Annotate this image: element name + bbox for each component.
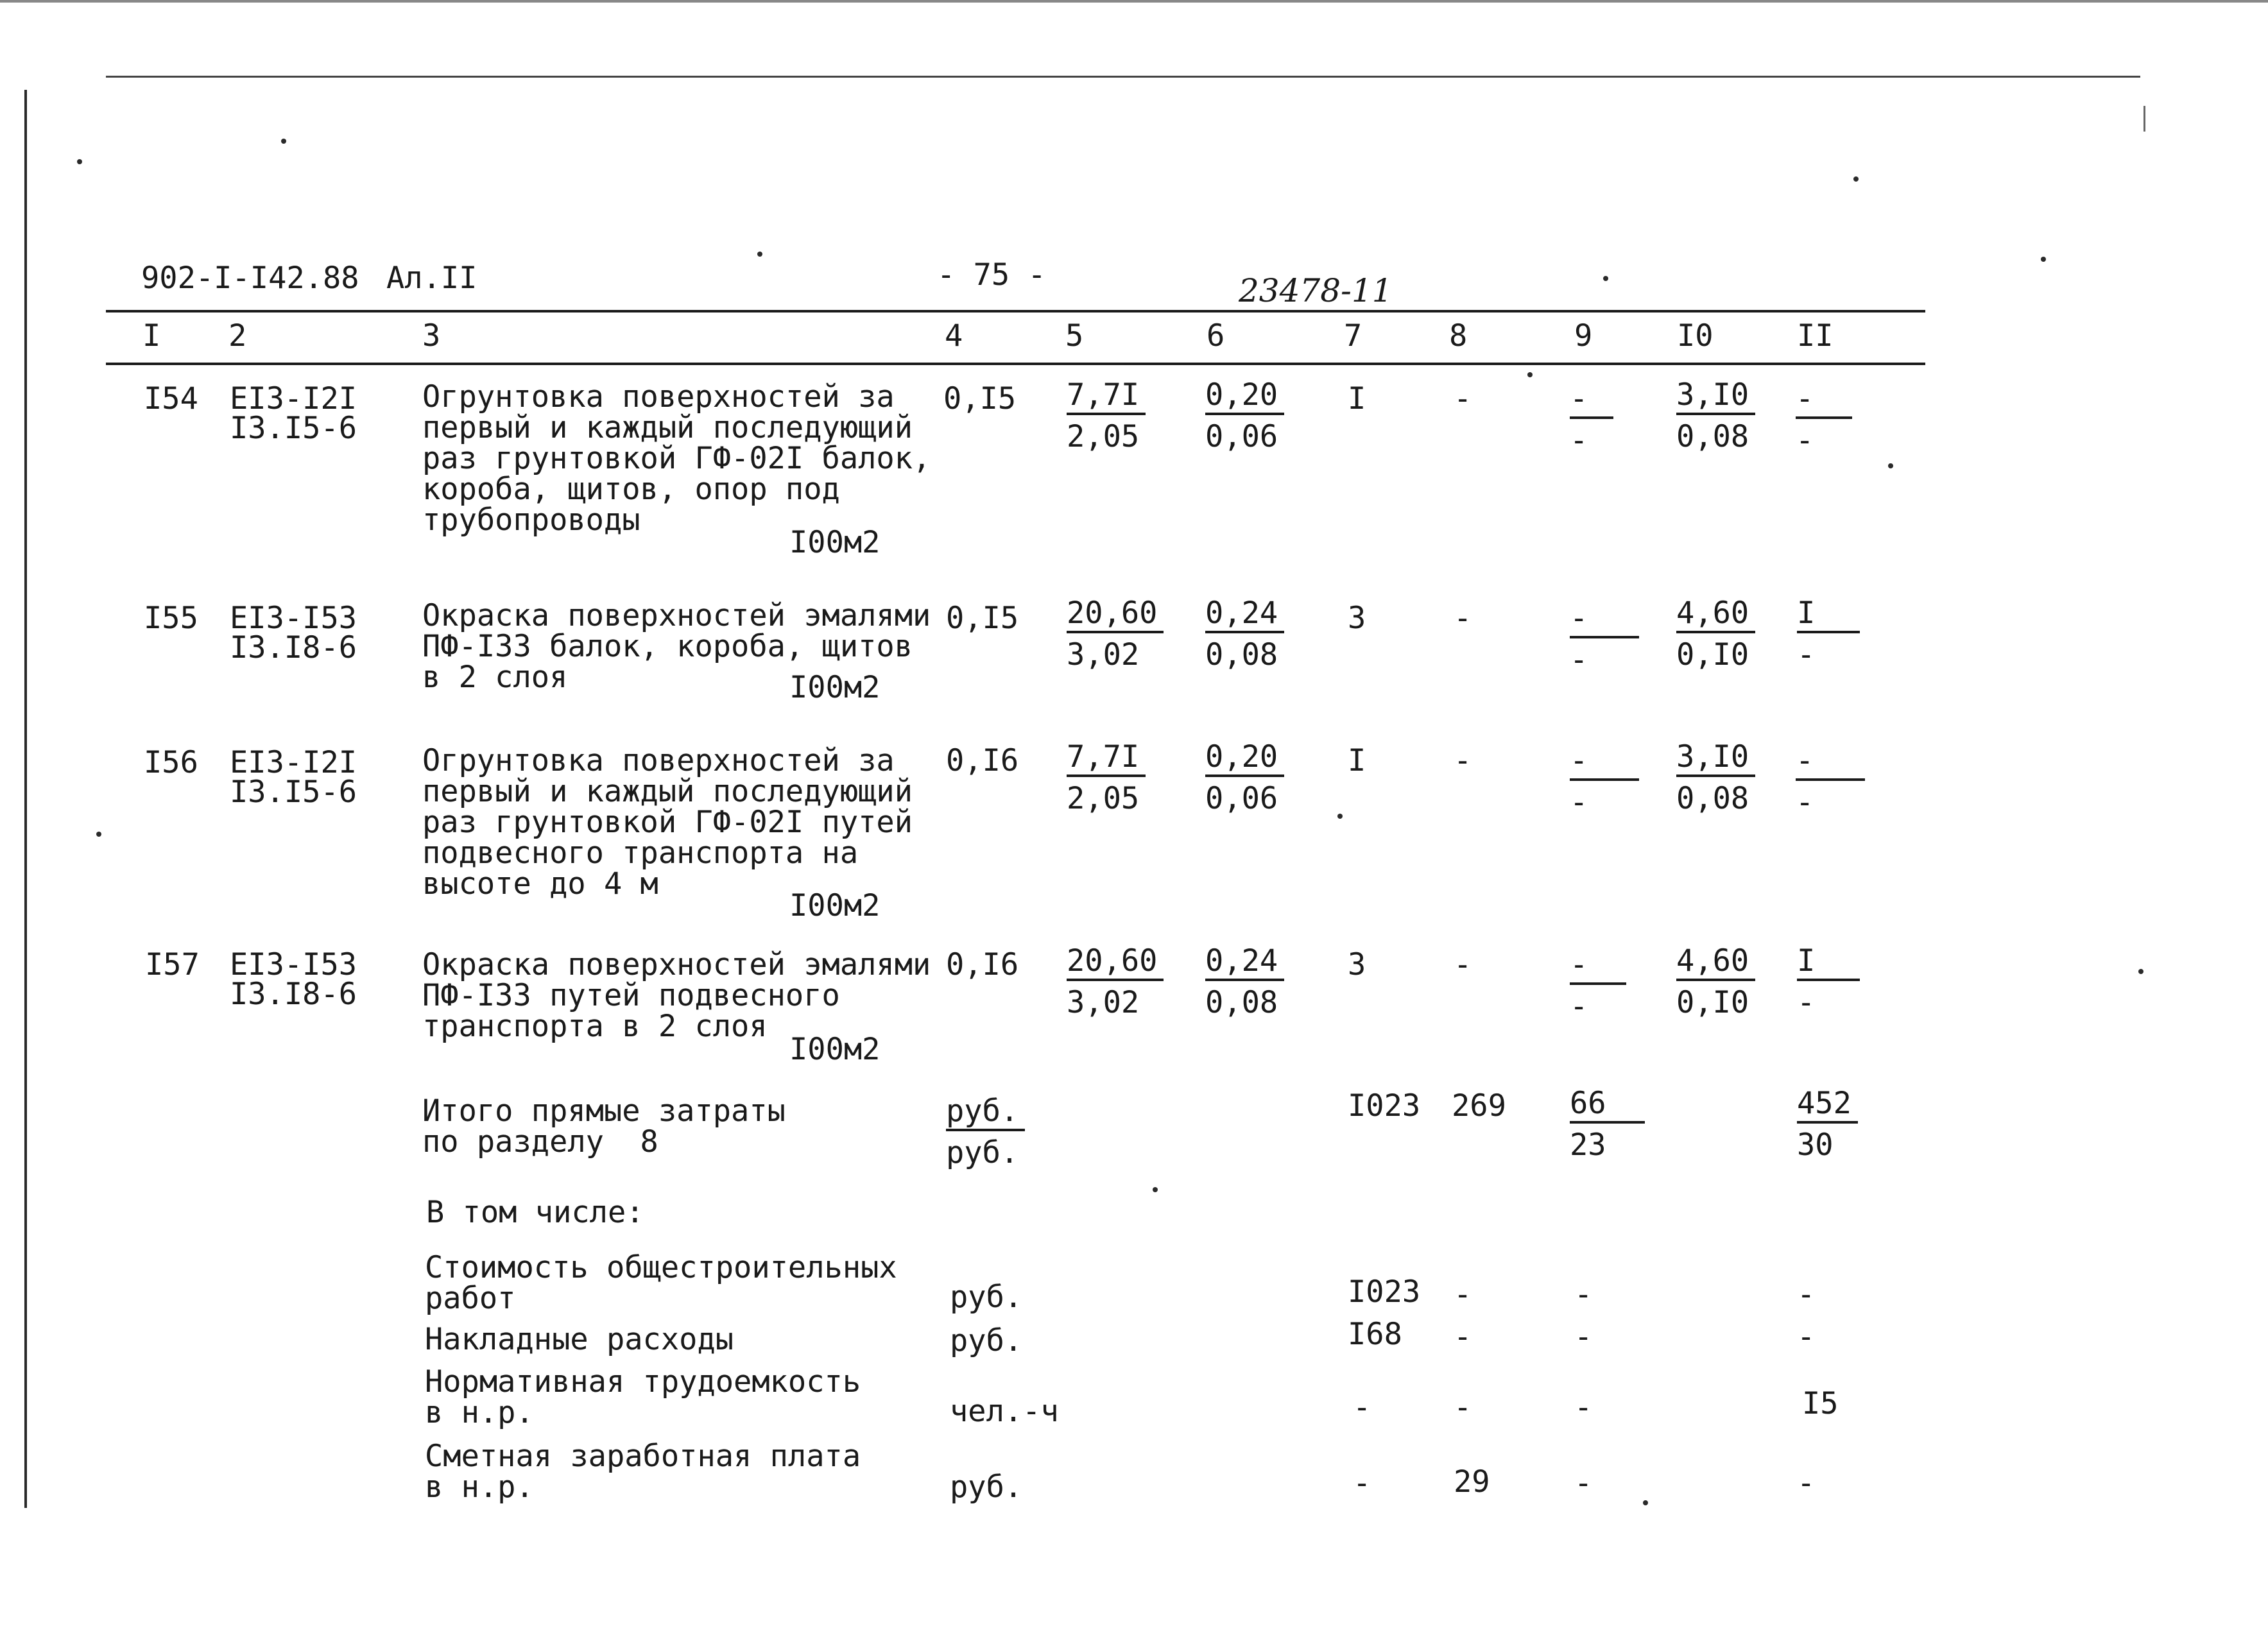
row-col11-top: - <box>1796 384 1852 419</box>
row-col11-fraction <box>1797 595 1860 672</box>
row-number: I56 <box>144 745 198 780</box>
summary-label: Стоимость общестроительных работ <box>425 1250 897 1316</box>
summary-unit: руб. <box>950 1279 1023 1315</box>
scan-speck <box>96 832 101 837</box>
scan-speck <box>77 159 82 164</box>
row-col7: I <box>1348 381 1366 416</box>
row-unit: I00м2 <box>789 525 881 560</box>
row-col10-bottom: 0,I0 <box>1676 985 1749 1020</box>
row-code-line-2: I3.I8-6 <box>230 630 357 665</box>
row-col5-bottom: 2,05 <box>1067 781 1140 816</box>
row-description: Огрунтовка поверхностей за первый и каждый последующий раз грунтовкой ГФ-02I балок, короба, щитов, опор под трубопроводы <box>422 379 931 538</box>
summary-col11: - <box>1797 1466 1816 1501</box>
row-col10-bottom: 0,08 <box>1676 781 1749 816</box>
page-number: - 75 - <box>937 257 1046 293</box>
row-col11-top: - <box>1796 746 1865 781</box>
summary-col7: I68 <box>1348 1317 1402 1352</box>
row-number: I57 <box>145 947 200 982</box>
row-number: I55 <box>144 601 198 636</box>
scan-speck <box>1643 1500 1648 1505</box>
summary-col8: 29 <box>1454 1464 1490 1500</box>
row-quantity: 0,I5 <box>943 381 1017 416</box>
summary-col7: - <box>1353 1466 1371 1501</box>
row-unit: I00м2 <box>789 1032 881 1067</box>
row-col11-top: I <box>1797 598 1860 633</box>
row-col8: - <box>1454 743 1472 778</box>
scan-speck <box>1527 372 1533 377</box>
column-header-4: 4 <box>945 318 963 354</box>
scan-speck <box>1853 176 1859 182</box>
row-col6-bottom: 0,08 <box>1205 985 1278 1020</box>
row-col5-fraction <box>1067 943 1164 1020</box>
row-col7: 3 <box>1348 601 1366 636</box>
row-col9-top: - <box>1570 603 1639 638</box>
row-col9-bottom: - <box>1570 423 1588 458</box>
row-code-line-2: I3.I5-6 <box>230 774 357 810</box>
total-col11-top: 452 <box>1797 1088 1858 1124</box>
total-col7: I023 <box>1348 1088 1421 1124</box>
column-header-1: I <box>142 318 161 354</box>
row-col9-fraction <box>1570 381 1613 458</box>
column-header-9: 9 <box>1574 318 1593 354</box>
row-col10-top: 4,60 <box>1676 946 1755 981</box>
handwritten-number: 23478-11 <box>1239 272 1393 309</box>
row-description: Окраска поверхностей эмалями ПФ-I33 балок, короба, щитов в 2 слоя <box>422 598 931 695</box>
row-col9-top: - <box>1570 746 1639 781</box>
scan-speck <box>1888 463 1893 468</box>
row-col10-fraction <box>1676 739 1755 816</box>
row-col11-bottom: - <box>1796 423 1814 458</box>
row-col11-fraction <box>1796 381 1852 458</box>
row-col10-top: 4,60 <box>1676 598 1755 633</box>
scan-speck <box>281 139 286 144</box>
scan-speck <box>2041 257 2046 262</box>
total-col9-bottom: 23 <box>1570 1127 1606 1163</box>
column-header-3: 3 <box>422 318 441 354</box>
row-col6-fraction <box>1205 595 1284 672</box>
row-col11-fraction <box>1796 743 1865 820</box>
summary-label: Сметная заработная плата в н.р. <box>425 1439 861 1505</box>
row-col10-bottom: 0,I0 <box>1676 637 1749 672</box>
row-col10-top: 3,I0 <box>1676 380 1755 415</box>
row-col5-top: 7,7I <box>1067 742 1146 777</box>
summary-unit: руб. <box>950 1469 1023 1505</box>
column-header-11: II <box>1797 318 1834 354</box>
summary-col11: - <box>1797 1277 1816 1312</box>
row-code-line-1: EI3-I2I <box>230 745 357 780</box>
summary-col8: - <box>1454 1319 1472 1355</box>
scan-top-border <box>0 0 2268 3</box>
row-col9-bottom: - <box>1570 785 1588 820</box>
row-col11-bottom: - <box>1797 637 1816 672</box>
summary-col9: - <box>1574 1466 1593 1501</box>
summary-label: Накладные расходы <box>425 1322 734 1357</box>
scan-speck <box>2138 969 2143 974</box>
row-description: Окраска поверхностей эмалями ПФ-I33 путей подвесного транспорта в 2 слоя <box>422 947 931 1044</box>
row-code-line-1: EI3-I2I <box>230 381 357 416</box>
row-col9-fraction <box>1570 743 1639 820</box>
total-col9-top: 66 <box>1570 1088 1645 1124</box>
row-col6-top: 0,20 <box>1205 742 1284 777</box>
summary-unit: руб. <box>950 1323 1023 1358</box>
summary-col9: - <box>1574 1390 1593 1425</box>
row-col10-fraction <box>1676 943 1755 1020</box>
summary-col7: I023 <box>1348 1274 1421 1310</box>
row-unit: I00м2 <box>789 888 881 923</box>
column-header-8: 8 <box>1449 318 1468 354</box>
scan-top-rule <box>106 76 2140 78</box>
including-label: В том числе: <box>426 1195 644 1230</box>
row-code-line-1: EI3-I53 <box>230 601 357 636</box>
row-col6-top: 0,24 <box>1205 946 1284 981</box>
total-unit-top: руб. <box>946 1096 1025 1131</box>
row-code-line-2: I3.I5-6 <box>230 411 357 446</box>
summary-label: Нормативная трудоемкость в н.р. <box>425 1364 861 1430</box>
header-rule-top <box>106 310 1925 312</box>
row-unit: I00м2 <box>789 670 881 705</box>
row-col10-bottom: 0,08 <box>1676 419 1749 454</box>
row-col5-bottom: 2,05 <box>1067 419 1140 454</box>
column-header-7: 7 <box>1344 318 1362 354</box>
column-header-2: 2 <box>228 318 247 354</box>
row-col6-top: 0,20 <box>1205 380 1284 415</box>
row-col8: - <box>1454 601 1472 636</box>
scan-speck <box>1603 276 1608 281</box>
total-label: Итого прямые затраты по разделу 8 <box>422 1093 786 1160</box>
row-quantity: 0,I6 <box>946 743 1019 778</box>
row-col10-top: 3,I0 <box>1676 742 1755 777</box>
row-col5-top: 7,7I <box>1067 380 1146 415</box>
summary-col8: - <box>1454 1277 1472 1312</box>
scan-speck <box>1153 1187 1158 1192</box>
row-col5-fraction <box>1067 595 1164 672</box>
header-rule-bottom <box>106 363 1925 365</box>
row-col9-fraction <box>1570 947 1626 1024</box>
row-col6-fraction <box>1205 739 1284 816</box>
row-code-line-2: I3.I8-6 <box>230 977 357 1012</box>
row-col6-fraction <box>1205 943 1284 1020</box>
summary-col7: - <box>1353 1390 1371 1425</box>
row-col9-fraction <box>1570 601 1639 678</box>
row-col11-top: I <box>1797 946 1860 981</box>
row-col9-top: - <box>1570 950 1626 985</box>
summary-col9: - <box>1574 1277 1593 1312</box>
row-col11-fraction <box>1797 943 1860 1020</box>
summary-col11: I5 <box>1802 1386 1839 1421</box>
total-col11-bottom: 30 <box>1797 1127 1834 1163</box>
row-number: I54 <box>144 381 198 416</box>
row-col8: - <box>1454 381 1472 416</box>
row-col11-bottom: - <box>1797 985 1816 1020</box>
row-col6-bottom: 0,08 <box>1205 637 1278 672</box>
row-col10-fraction <box>1676 377 1755 454</box>
row-col8: - <box>1454 947 1472 982</box>
doc-code: 902-I-I42.88 <box>141 261 359 296</box>
column-header-5: 5 <box>1065 318 1084 354</box>
row-col5-bottom: 3,02 <box>1067 985 1140 1020</box>
row-col5-fraction <box>1067 377 1146 454</box>
row-col5-top: 20,60 <box>1067 946 1164 981</box>
summary-col8: - <box>1454 1390 1472 1425</box>
row-code-line-1: EI3-I53 <box>230 947 357 982</box>
column-header-10: I0 <box>1677 318 1714 354</box>
row-col6-top: 0,24 <box>1205 598 1284 633</box>
row-col9-top: - <box>1570 384 1613 419</box>
row-description: Огрунтовка поверхностей за первый и каждый последующий раз грунтовкой ГФ-02I путей подвесного транспорта на высоте до 4 м <box>422 743 913 902</box>
total-col11-fraction <box>1797 1086 1858 1163</box>
total-unit-bottom: руб. <box>946 1135 1019 1170</box>
row-quantity: 0,I5 <box>946 601 1019 636</box>
scan-speck <box>1337 814 1343 819</box>
scan-left-border <box>24 90 27 1508</box>
album-label: Ал.II <box>386 261 477 296</box>
row-col6-bottom: 0,06 <box>1205 419 1278 454</box>
row-col6-fraction <box>1205 377 1284 454</box>
total-col9-fraction <box>1570 1086 1645 1163</box>
scan-right-mark <box>2143 106 2145 132</box>
row-col7: I <box>1348 743 1366 778</box>
row-col9-bottom: - <box>1570 642 1588 678</box>
row-col11-bottom: - <box>1796 785 1814 820</box>
row-col6-bottom: 0,06 <box>1205 781 1278 816</box>
row-col5-bottom: 3,02 <box>1067 637 1140 672</box>
row-col7: 3 <box>1348 947 1366 982</box>
summary-col11: - <box>1797 1319 1816 1355</box>
total-col8: 269 <box>1452 1088 1506 1124</box>
total-unit-fraction <box>946 1093 1025 1170</box>
row-col9-bottom: - <box>1570 989 1588 1024</box>
row-quantity: 0,I6 <box>946 947 1019 982</box>
row-col10-fraction <box>1676 595 1755 672</box>
summary-col9: - <box>1574 1319 1593 1355</box>
scan-speck <box>757 252 762 257</box>
summary-unit: чел.-ч <box>950 1394 1059 1429</box>
row-col5-top: 20,60 <box>1067 598 1164 633</box>
row-col5-fraction <box>1067 739 1146 816</box>
column-header-6: 6 <box>1207 318 1225 354</box>
